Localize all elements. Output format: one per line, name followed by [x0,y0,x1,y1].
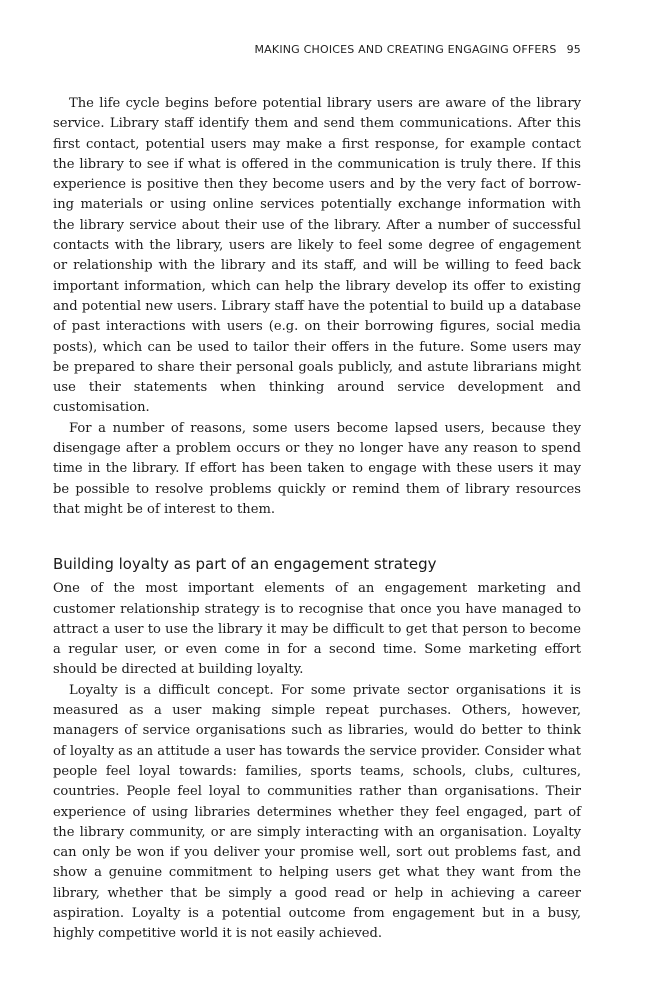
running-header [254,43,581,56]
paragraph: One of the most important elements of an engagement marketing and customer relationship strategy is to recognise that once you have managed to attract a user to use the library it may be difficult to get that person to become a regular user, or even come in for a second time. Some marketing effort should be directed at building loyalty. [53,581,581,678]
body-text [53,94,581,945]
section-heading: Building loyalty as part of an engagement strategy [53,555,437,574]
paragraph: For a number of reasons, some users become lapsed users, because they disengage after a problem occurs or they no longer have any reason to spend time in the library. If effort has been taken to engage with these users it may be possible to resolve problems quickly or remind them of library resources that might be of interest to them. [53,420,581,517]
page-number: 95 [566,43,581,56]
paragraph: Loyalty is a difficult concept. For some private sector organisations it is measured as a user making simple repeat purchases. Others, however, managers of service organisations such as libraries, would do better to think of loyalty as an attitude a user has towards the service provider. Consider what people feel loyal towards: families, sports teams, schools, clubs, cultures, countries. People feel loyal to communities rather than organisations. Their experience of using libraries determines whether they feel engaged, part of the library community, or are simply interacting with an organisation. Loyalty can only be won if you deliver your promise well, sort out problems fast, and show a genuine commitment to helping users get what they want from the library, whether that be simply a good read or help in achieving a career aspiration. Loyalty is a potential outcome from engagement but in a busy, highly competitive world it is not easily achieved. [53,682,581,942]
paragraph: The life cycle begins before potential library users are aware of the library service. Library staff identify them and send them communications. After this first contact, potential users may make a first response, for example contact the library to see if what is offered in the communication is truly there. If this experience is positive then they become users and by the very fact of borrow-ing materials or using online services potentially exchange information with the library service about their use of the library. After a number of successful contacts with the library, users are likely to feel some degree of engagement or relationship with the library and its staff, and will be willing to feed back important information, which can help the library develop its offer to existing and potential new users. Library staff have the potential to build up a database of past interactions with users (e.g. on their borrowing figures, social media posts), which can be used to tailor their offers in the future. Some users may be prepared to share their personal goals publicly, and astute librarians might use their statements when thinking around service development and customisation. [53,96,581,416]
running-title: MAKING CHOICES AND CREATING ENGAGING OFFERS [254,43,557,56]
